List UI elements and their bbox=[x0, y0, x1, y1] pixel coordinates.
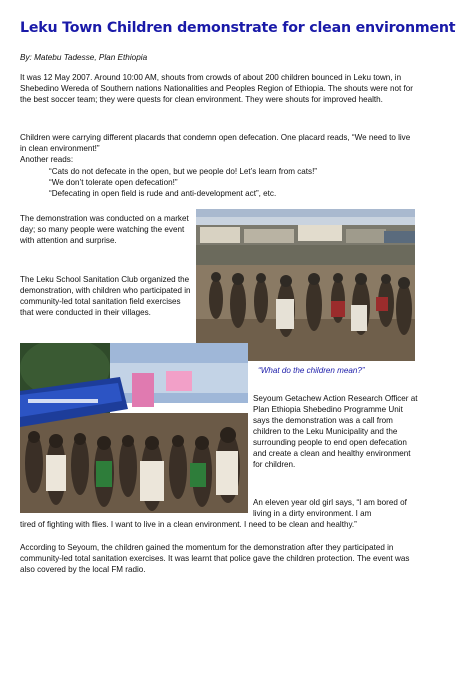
paragraph-girl-quote: An eleven year old girl says, “I am bored of living in a dirty environment. I am bbox=[253, 498, 407, 518]
article-byline: By: Matebu Tadesse, Plan Ethiopia bbox=[20, 53, 148, 62]
paragraph-seyoum: Seyoum Getachew Action Research Officer at Plan Ethiopia Shebedino Programme Unit says the demonstration was a call from children to the Leku Municipality and the surrounding people to end open defecation and create a clean and healthy environment for children. bbox=[253, 394, 418, 469]
placard-quotes bbox=[49, 166, 409, 199]
market-crowd-photo bbox=[196, 209, 415, 361]
quote-item: “Cats do not defecate in the open, but we people do! Let’s learn from cats!” bbox=[49, 167, 318, 176]
paragraph-girl-quote-continued: tired of fighting with flies. I want to live in a clean environment. I need to be clean and healthy.” bbox=[20, 520, 357, 529]
article-title: Leku Town Children demonstrate for clean environment bbox=[20, 20, 456, 36]
paragraph-placards: Children were carrying different placards that condemn open defecation. One placard reads, “We need to live in clean environment!” bbox=[20, 133, 411, 153]
children-banner-photo bbox=[20, 343, 248, 513]
paragraph-momentum: According to Seyoum, the children gained the momentum for the demonstration after they participated in community-led total sanitation exercises. It was learnt that police gave the children protection. The event was also covered by the local FM radio. bbox=[20, 543, 410, 574]
paragraph-intro: It was 12 May 2007. Around 10:00 AM, shouts from crowds of about 200 children bounced in Leku town, in Shebedino Wereda of Southern nations Nationalities and Peoples Region of Ethiopia. The shouts were not for the best soccer team; they were quests for clean environment. They were shouts for improved health. bbox=[20, 73, 413, 104]
quote-item: “We don’t tolerate open defecation!” bbox=[49, 178, 178, 187]
photo-caption: “What do the children mean?” bbox=[258, 366, 365, 375]
paragraph-sanitation-club: The Leku School Sanitation Club organized the demonstration, with children who participated in community-led total sanitation field exercises that were conducted in their villages. bbox=[20, 275, 191, 317]
paragraph-market-day: The demonstration was conducted on a market day; so many people were watching the event with attention and surprise. bbox=[20, 214, 189, 245]
paragraph-another-reads: Another reads: bbox=[20, 155, 74, 164]
quote-item: “Defecating in open field is rude and anti-development act”, etc. bbox=[49, 189, 277, 198]
